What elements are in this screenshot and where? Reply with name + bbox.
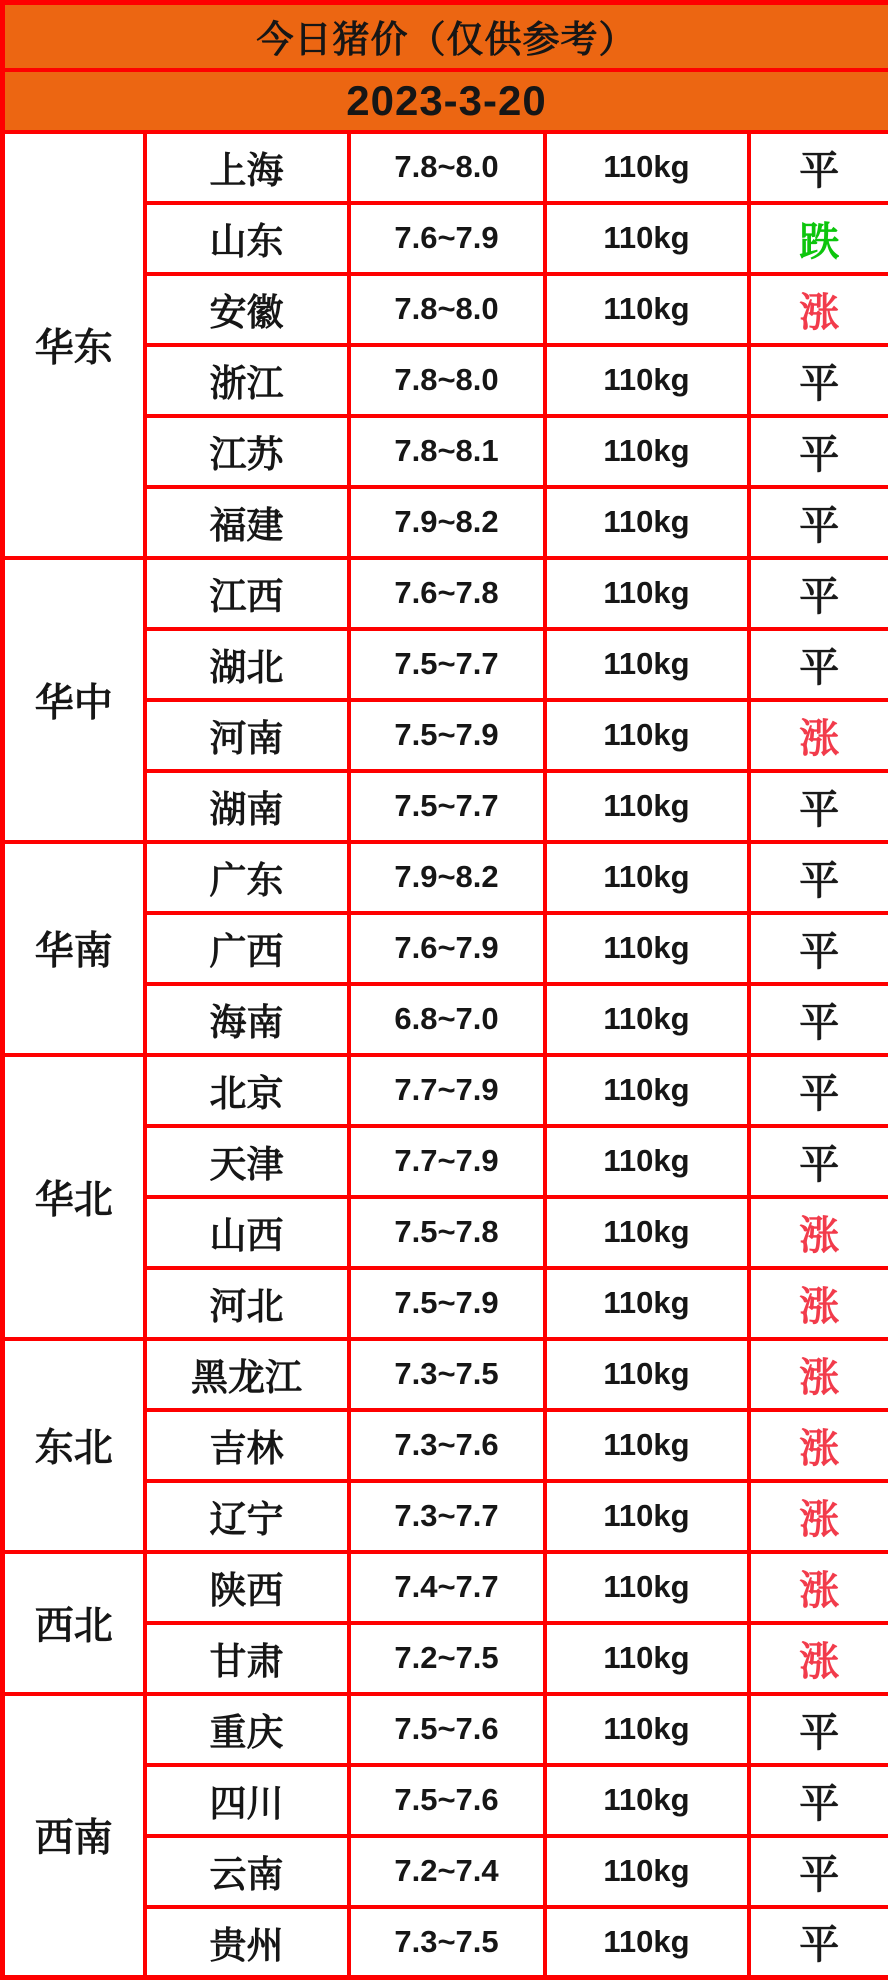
status-cell: 平 [749,771,888,842]
price-cell: 7.5~7.8 [349,1197,545,1268]
province-cell: 天津 [145,1126,349,1197]
region-cell: 西北 [3,1552,145,1694]
province-cell: 黑龙江 [145,1339,349,1410]
province-cell: 江西 [145,558,349,629]
province-cell: 海南 [145,984,349,1055]
region-cell: 东北 [3,1339,145,1552]
weight-cell: 110kg [545,771,749,842]
status-cell: 平 [749,984,888,1055]
status-cell: 平 [749,416,888,487]
province-cell: 安徽 [145,274,349,345]
weight-cell: 110kg [545,1836,749,1907]
weight-cell: 110kg [545,203,749,274]
province-cell: 辽宁 [145,1481,349,1552]
status-cell: 平 [749,1907,888,1978]
province-cell: 江苏 [145,416,349,487]
status-cell: 涨 [749,700,888,771]
page-title: 今日猪价（仅供参考） [3,3,888,70]
price-cell: 7.3~7.5 [349,1339,545,1410]
weight-cell: 110kg [545,487,749,558]
status-cell: 平 [749,1126,888,1197]
weight-cell: 110kg [545,132,749,203]
price-cell: 7.4~7.7 [349,1552,545,1623]
province-cell: 甘肃 [145,1623,349,1694]
province-cell: 河北 [145,1268,349,1339]
price-cell: 7.5~7.7 [349,771,545,842]
title-row [3,3,888,70]
weight-cell: 110kg [545,345,749,416]
price-cell: 7.5~7.6 [349,1694,545,1765]
weight-cell: 110kg [545,984,749,1055]
price-cell: 7.6~7.8 [349,558,545,629]
table-row [3,1339,888,1410]
price-cell: 7.8~8.0 [349,345,545,416]
price-cell: 7.9~8.2 [349,487,545,558]
weight-cell: 110kg [545,913,749,984]
weight-cell: 110kg [545,1907,749,1978]
province-cell: 贵州 [145,1907,349,1978]
status-cell: 平 [749,913,888,984]
province-cell: 山西 [145,1197,349,1268]
status-cell: 涨 [749,274,888,345]
province-cell: 山东 [145,203,349,274]
region-cell: 华南 [3,842,145,1055]
weight-cell: 110kg [545,1694,749,1765]
table-row [3,558,888,629]
status-cell: 跌 [749,203,888,274]
status-cell: 平 [749,487,888,558]
status-cell: 平 [749,1836,888,1907]
weight-cell: 110kg [545,629,749,700]
weight-cell: 110kg [545,1126,749,1197]
price-cell: 7.3~7.6 [349,1410,545,1481]
table-row [3,1552,888,1623]
weight-cell: 110kg [545,842,749,913]
weight-cell: 110kg [545,1410,749,1481]
province-cell: 广西 [145,913,349,984]
status-cell: 平 [749,132,888,203]
province-cell: 广东 [145,842,349,913]
price-cell: 7.8~8.0 [349,132,545,203]
province-cell: 吉林 [145,1410,349,1481]
table-row [3,132,888,203]
price-cell: 7.8~8.0 [349,274,545,345]
status-cell: 涨 [749,1552,888,1623]
weight-cell: 110kg [545,700,749,771]
status-cell: 涨 [749,1481,888,1552]
date-label: 2023-3-20 [3,70,888,132]
table-row [3,1694,888,1765]
weight-cell: 110kg [545,1481,749,1552]
province-cell: 上海 [145,132,349,203]
weight-cell: 110kg [545,1268,749,1339]
region-cell: 西南 [3,1694,145,1978]
price-cell: 7.5~7.9 [349,1268,545,1339]
province-cell: 河南 [145,700,349,771]
weight-cell: 110kg [545,558,749,629]
weight-cell: 110kg [545,1552,749,1623]
price-cell: 7.2~7.4 [349,1836,545,1907]
status-cell: 平 [749,1765,888,1836]
province-cell: 湖南 [145,771,349,842]
status-cell: 平 [749,842,888,913]
price-cell: 6.8~7.0 [349,984,545,1055]
status-cell: 涨 [749,1339,888,1410]
price-cell: 7.7~7.9 [349,1055,545,1126]
province-cell: 陕西 [145,1552,349,1623]
price-cell: 7.6~7.9 [349,913,545,984]
region-cell: 华中 [3,558,145,842]
province-cell: 四川 [145,1765,349,1836]
status-cell: 平 [749,558,888,629]
price-cell: 7.7~7.9 [349,1126,545,1197]
province-cell: 湖北 [145,629,349,700]
weight-cell: 110kg [545,1055,749,1126]
province-cell: 北京 [145,1055,349,1126]
status-cell: 涨 [749,1410,888,1481]
price-cell: 7.3~7.5 [349,1907,545,1978]
weight-cell: 110kg [545,274,749,345]
status-cell: 平 [749,345,888,416]
weight-cell: 110kg [545,1765,749,1836]
province-cell: 福建 [145,487,349,558]
price-cell: 7.8~8.1 [349,416,545,487]
status-cell: 涨 [749,1268,888,1339]
status-cell: 平 [749,1055,888,1126]
status-cell: 平 [749,629,888,700]
status-cell: 涨 [749,1197,888,1268]
date-row [3,70,888,132]
price-cell: 7.6~7.9 [349,203,545,274]
table-row [3,1055,888,1126]
status-cell: 涨 [749,1623,888,1694]
status-cell: 平 [749,1694,888,1765]
province-cell: 重庆 [145,1694,349,1765]
weight-cell: 110kg [545,1339,749,1410]
price-cell: 7.5~7.7 [349,629,545,700]
table-row [3,842,888,913]
weight-cell: 110kg [545,1197,749,1268]
province-cell: 浙江 [145,345,349,416]
region-cell: 华北 [3,1055,145,1339]
price-cell: 7.3~7.7 [349,1481,545,1552]
price-cell: 7.5~7.9 [349,700,545,771]
price-cell: 7.5~7.6 [349,1765,545,1836]
province-cell: 云南 [145,1836,349,1907]
price-cell: 7.9~8.2 [349,842,545,913]
price-cell: 7.2~7.5 [349,1623,545,1694]
weight-cell: 110kg [545,1623,749,1694]
weight-cell: 110kg [545,416,749,487]
region-cell: 华东 [3,132,145,558]
